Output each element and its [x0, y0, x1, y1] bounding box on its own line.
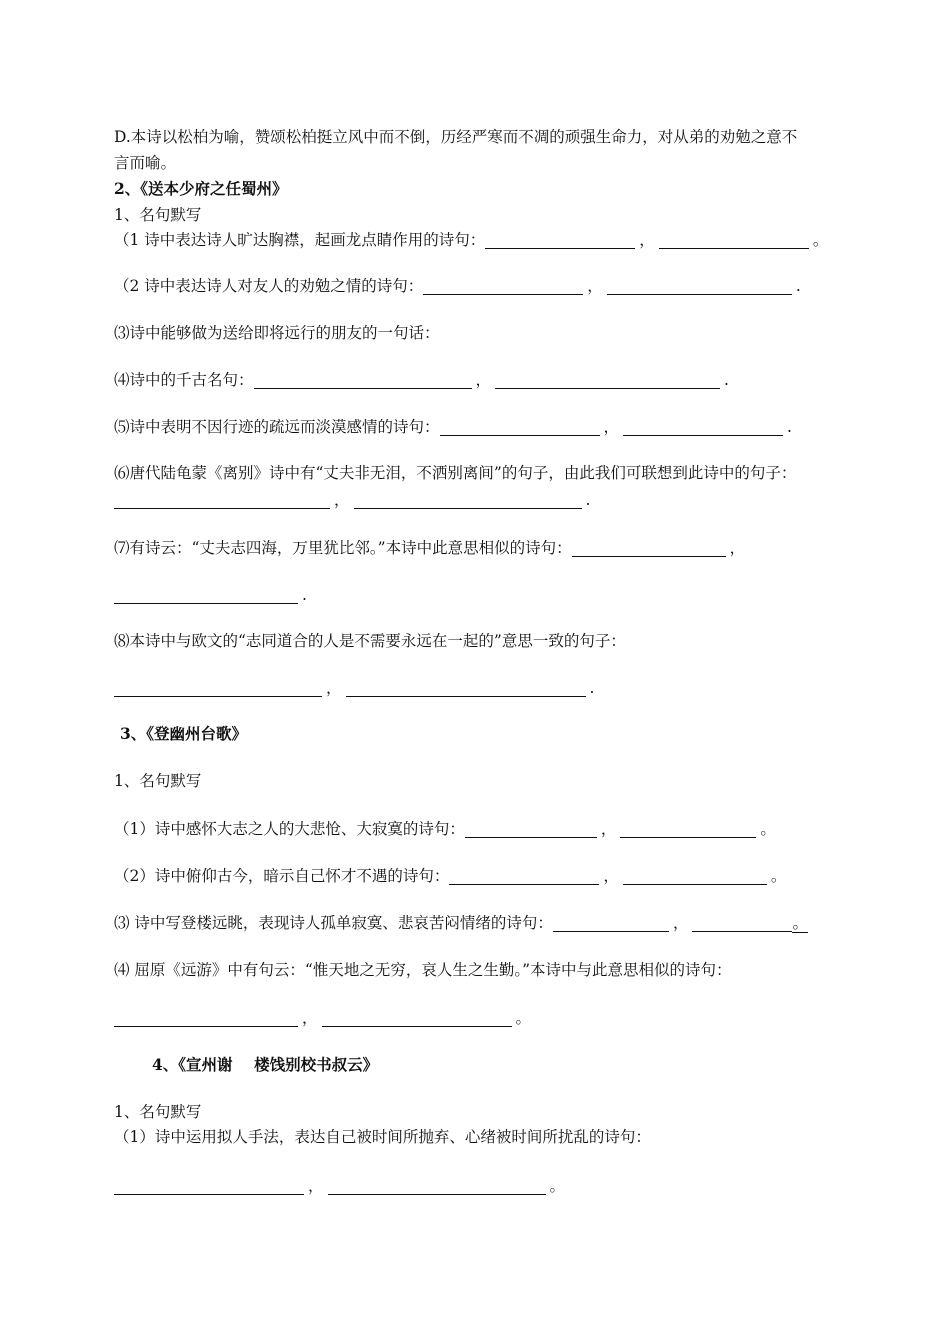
answer-blank[interactable] — [692, 915, 792, 932]
section-3-subheading: 1、名句默写 — [114, 772, 202, 790]
question-2-4: ⑷诗中的千古名句： ， . — [114, 371, 729, 389]
question-3-3: ⑶ 诗中写登楼远眺，表现诗人孤单寂寞、悲哀苦闷情绪的诗句： ， 。 — [114, 914, 808, 932]
question-3-4-answers: ， 。 — [114, 1008, 535, 1028]
answer-blank[interactable] — [354, 492, 582, 509]
answer-blank[interactable] — [114, 492, 330, 509]
question-2-4-prompt: ⑷诗中的千古名句： — [114, 371, 254, 389]
answer-blank[interactable] — [620, 821, 756, 838]
section-4-subheading: 1、名句默写 — [114, 1103, 202, 1121]
section-2-subheading: 1、名句默写 — [114, 206, 202, 224]
question-2-1-prompt: （1 诗中表达诗人旷达胸襟，起画龙点睛作用的诗句： — [114, 231, 486, 249]
answer-blank[interactable] — [623, 868, 767, 885]
question-3-1-prompt: （1）诗中感怀大志之人的大悲怆、大寂寞的诗句： — [114, 820, 465, 838]
question-4-1: （1）诗中运用拟人手法，表达自己被时间所抛弃、心绪被时间所扰乱的诗句： — [114, 1128, 651, 1146]
question-3-2-prompt: （2）诗中俯仰古今，暗示自己怀才不遇的诗句： — [114, 867, 450, 885]
question-2-7: ⑺有诗云：“丈夫志四海，万里犹比邻。”本诗中此意思相似的诗句： ， — [114, 539, 746, 557]
answer-blank[interactable] — [114, 680, 322, 697]
option-d-line-2: 言而喻。 — [114, 154, 177, 172]
answer-blank[interactable] — [440, 419, 600, 436]
section-3-heading: 3、《登幽州台歌》 — [120, 724, 248, 743]
answer-blank[interactable] — [553, 915, 669, 932]
answer-blank[interactable] — [322, 1010, 512, 1027]
answer-blank[interactable] — [346, 680, 586, 697]
question-2-8: ⑻本诗中与欧文的“志同道合的人是不需要永远在一起的”意思一致的句子： — [114, 632, 626, 650]
section-4-heading: 4、《宣州谢 楼饯别校书叔云》 — [152, 1055, 379, 1074]
answer-blank[interactable] — [607, 278, 792, 295]
question-2-5: ⑸诗中表明不因行迹的疏远而淡漠感情的诗句： ， . — [114, 418, 792, 436]
answer-blank[interactable] — [623, 419, 783, 436]
section-2-heading: 2、《送本少府之任蜀州》 — [114, 179, 288, 198]
answer-blank[interactable] — [423, 278, 583, 295]
answer-blank[interactable] — [114, 1178, 304, 1195]
question-2-5-prompt: ⑸诗中表明不因行迹的疏远而淡漠感情的诗句： — [114, 418, 440, 436]
question-2-7-prompt: ⑺有诗云：“丈夫志四海，万里犹比邻。”本诗中此意思相似的诗句： — [114, 539, 572, 557]
answer-blank[interactable] — [485, 232, 635, 249]
question-3-1: （1）诗中感怀大志之人的大悲怆、大寂寞的诗句： ， 。 — [114, 820, 776, 838]
question-2-3: ⑶诗中能够做为送给即将远行的朋友的一句话： — [114, 324, 440, 342]
question-3-4: ⑷ 屈原《远游》中有句云：“惟天地之无穷，哀人生之生勤。”本诗中与此意思相似的诗句： — [114, 961, 732, 979]
question-3-3-prompt: ⑶ 诗中写登楼远眺，表现诗人孤单寂寞、悲哀苦闷情绪的诗句： — [114, 914, 553, 932]
question-2-7-answers: . — [114, 585, 311, 605]
question-2-2: （2 诗中表达诗人对友人的劝勉之情的诗句： ， . — [114, 277, 801, 295]
answer-blank[interactable] — [328, 1178, 546, 1195]
answer-blank[interactable] — [114, 1010, 298, 1027]
question-4-1-answers: ， 。 — [114, 1176, 569, 1196]
option-d-line-1: D.本诗以松柏为喻，赞颂松柏挺立风中而不倒，历经严寒而不凋的顽强生命力，对从弟的劝勉之意不 — [114, 128, 798, 146]
answer-blank[interactable] — [495, 372, 720, 389]
question-2-6-answers: ， . — [114, 490, 594, 510]
question-2-2-prompt: （2 诗中表达诗人对友人的劝勉之情的诗句： — [114, 277, 424, 295]
answer-blank[interactable] — [465, 821, 597, 838]
question-2-1: （1 诗中表达诗人旷达胸襟，起画龙点睛作用的诗句： ， 。 — [114, 231, 829, 249]
answer-blank[interactable] — [572, 540, 726, 557]
answer-blank[interactable] — [254, 372, 472, 389]
question-2-8-answers: ， . — [114, 678, 598, 698]
question-2-6: ⑹唐代陆龟蒙《离别》诗中有“丈夫非无泪，不洒别离间”的句子，由此我们可联想到此诗中的句子： — [114, 464, 797, 482]
answer-blank[interactable] — [659, 232, 809, 249]
answer-blank[interactable] — [114, 587, 298, 604]
question-3-2: （2）诗中俯仰古今，暗示自己怀才不遇的诗句： ， 。 — [114, 867, 787, 885]
answer-blank[interactable] — [449, 868, 599, 885]
